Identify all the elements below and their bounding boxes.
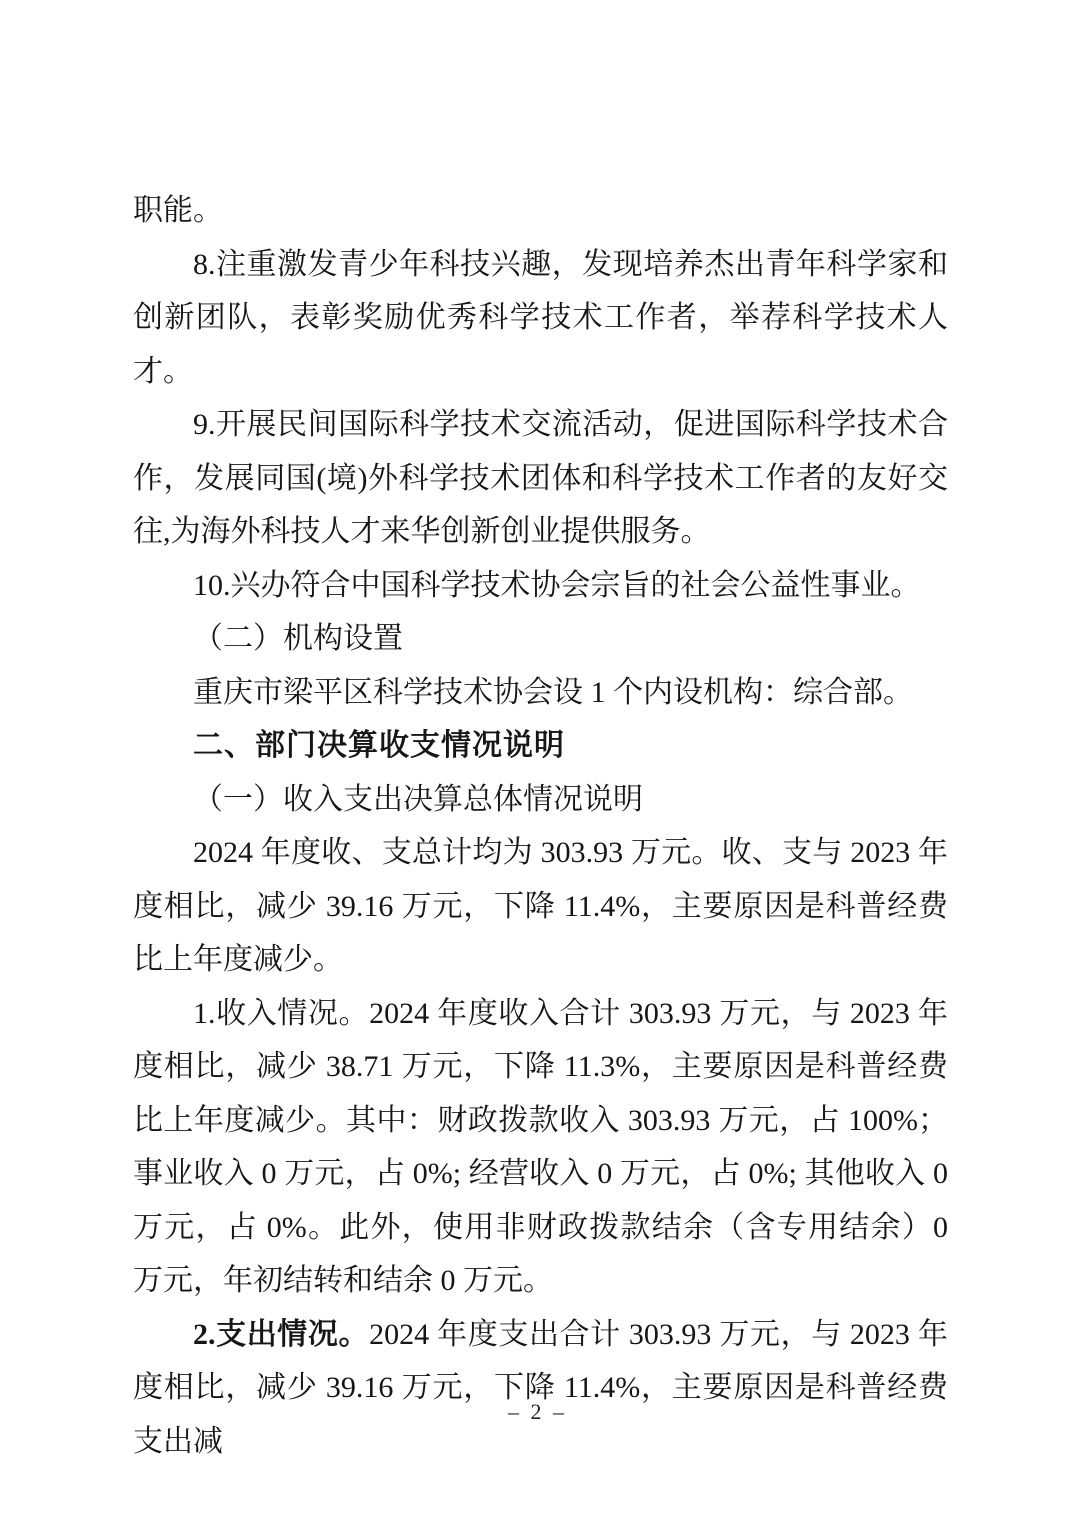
- paragraph: 1.收入情况。2024 年度收入合计 303.93 万元，与 2023 年度相比，减少 38.71 万元，下降 11.3%，主要原因是科普经费比上年度减少。其中：财政拨款收入 303.93 万元，占 100%；事业收入 0 万元，占 0%; 经营收入 0 万元，占 0%; 其他收入 0 万元，占 0%。此外，使用非财政拨款结余（含专用结余）0 万元，年初结转和结余 0 万元。: [133, 996, 948, 1297]
- section-heading: 二、部门决算收支情况说明: [193, 729, 565, 762]
- paragraph: [133, 1308, 948, 1469]
- page-footer: [0, 1398, 1075, 1426]
- subsection-heading: （二）机构设置: [193, 622, 403, 655]
- document-body: [133, 184, 948, 1468]
- paragraph: 9.开展民间国际科学技术交流活动，促进国际科学技术合作，发展同国(境)外科学技术团体和科学技术工作者的友好交往,为海外科技人才来华创新创业提供服务。: [133, 408, 948, 548]
- paragraph-continuation: 职能。: [133, 194, 223, 227]
- subsection-heading: （一）收入支出决算总体情况说明: [193, 782, 643, 816]
- paragraph: 10.兴办符合中国科学技术协会宗旨的社会公益性事业。: [193, 568, 921, 602]
- paragraph: 8.注重激发青少年科技兴趣，发现培养杰出青年科学家和创新团队，表彰奖励优秀科学技术工作者，举荐科学技术人才。: [133, 247, 948, 388]
- paragraph-text: 2024 年度支出合计 303.93 万元，与 2023 年度相比，减少 39.16 万元，下降 11.4%，主要原因是科普经费支出减: [133, 1317, 949, 1458]
- paragraph: 重庆市梁平区科学技术协会设 1 个内设机构：综合部。: [193, 675, 913, 709]
- paragraph-bold-lead: 2.支出情况。: [193, 1317, 370, 1351]
- page-number: – 2 –: [508, 1399, 567, 1424]
- paragraph: 2024 年度收、支总计均为 303.93 万元。收、支与 2023 年度相比，减少 39.16 万元，下降 11.4%，主要原因是科普经费比上年度减少。: [133, 836, 948, 976]
